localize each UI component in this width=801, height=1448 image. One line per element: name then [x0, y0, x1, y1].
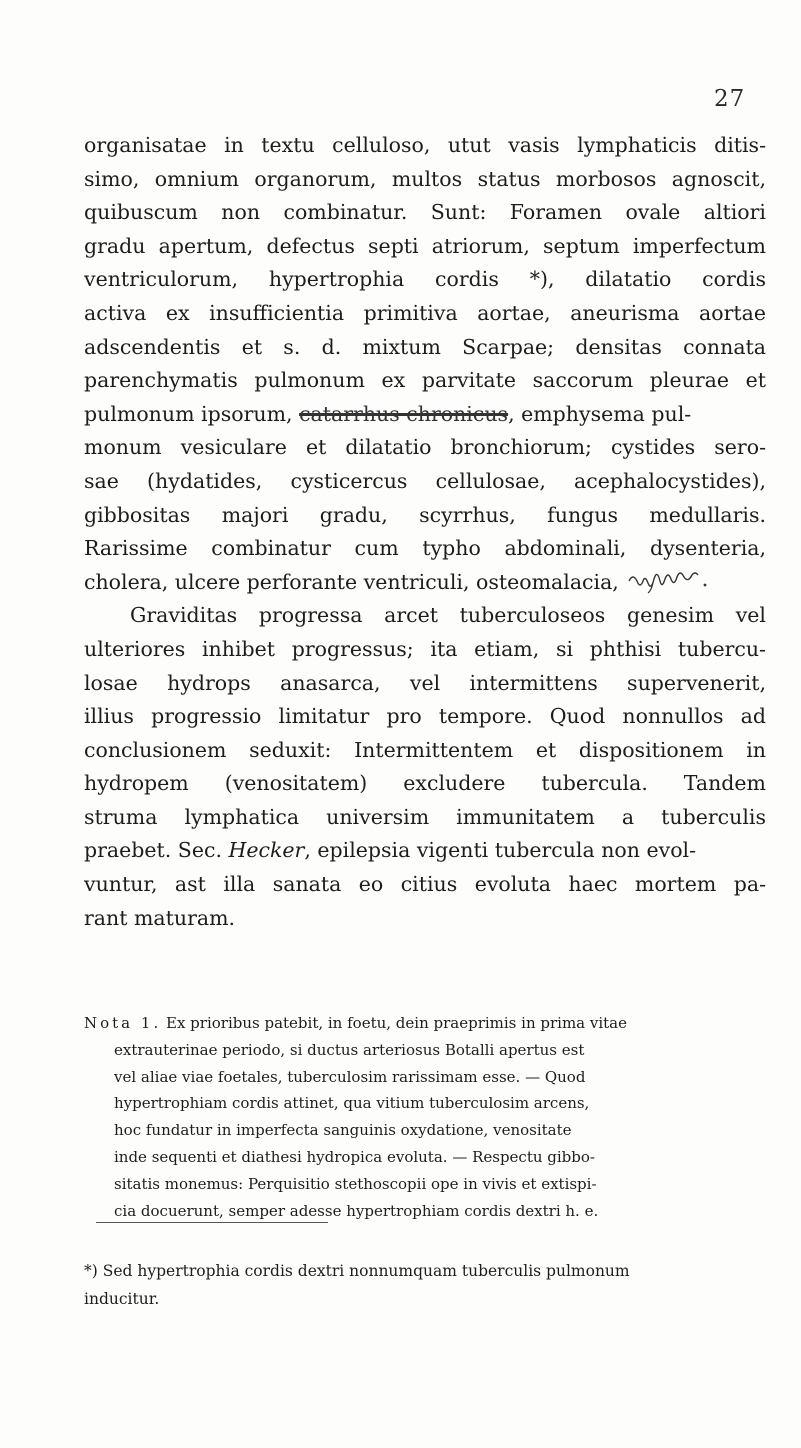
text-line: gradu apertum, defectus septi atriorum, septum imperfectum [84, 233, 766, 258]
nota-line: hypertrophiam cordis attinet, qua vitium tuberculosim arcens, [114, 1094, 590, 1113]
text-line: sae (hydatides, cysticercus cellulosae, acephalocystides), [84, 468, 766, 493]
text-line: activa ex insufficientia primitiva aortae, aneurisma aortae [84, 300, 766, 325]
nota-line: inde sequenti et diathesi hydropica evoluta. — Respectu gibbo- [114, 1147, 595, 1166]
text-line: struma lymphatica universim immunitatem a tuberculis [84, 804, 766, 829]
footnote [84, 1257, 766, 1313]
text-line: monum vesiculare et dilatatio bronchiorum; cystides sero- [84, 435, 766, 460]
text-line: ulteriores inhibet progressus; ita etiam, si phthisi tubercu- [84, 636, 766, 661]
text-line: illius progressio limitatur pro tempore. Quod nonnullos ad [84, 704, 766, 729]
nota-line: sitatis monemus: Perquisitio stethoscopii ope in vivis et extispi- [114, 1174, 597, 1193]
page-number: 27 [714, 86, 746, 112]
nota-line: vel aliae viae foetales, tuberculosim rarissimam esse. — Quod [114, 1067, 586, 1086]
text-line-with-name [84, 834, 766, 868]
line-start: pulmonum ipsorum, [84, 401, 293, 426]
nota-block [84, 1010, 766, 1224]
text-line: conclusionem seduxit: Intermittentem et dispositionem in [84, 737, 766, 762]
nota-line: extrauterinae periodo, si ductus arteriosus Botalli apertus est [114, 1040, 585, 1059]
text-line-with-handwriting [84, 566, 766, 600]
text-line: hydropem (venositatem) excludere tubercula. Tandem [84, 771, 766, 796]
nota-line: cia docuerunt, semper adesse hypertrophiam cordis dextri h. e. [114, 1201, 599, 1220]
footnote-line: inducitur. [84, 1290, 160, 1308]
struck-out-words: catarrhus chronicus [299, 401, 509, 426]
text-line: Graviditas progressa arcet tuberculoseos genesim vel [130, 603, 766, 628]
main-text-block [84, 129, 766, 935]
handwritten-annotation [625, 567, 709, 595]
text-line: simo, omnium organorum, multos status morbosos agnoscit, [84, 166, 766, 191]
text-line-with-strikethrough [84, 398, 766, 432]
nota-line: hoc fundatur in imperfecta sanguinis oxydatione, venositate [114, 1121, 572, 1140]
text-line: parenchymatis pulmonum ex parvitate saccorum pleurae et [84, 368, 766, 393]
line-text: cholera, ulcere perforante ventriculi, osteomalacia, [84, 569, 619, 594]
text-line: gibbositas majori gradu, scyrrhus, fungus medullaris. [84, 502, 766, 527]
line-start: praebet. Sec. [84, 838, 222, 863]
text-line: adscendentis et s. d. mixtum Scarpae; densitas connata [84, 334, 766, 359]
line-end: , epilepsia vigenti tubercula non evol- [304, 838, 697, 863]
line-end: , emphysema pul- [508, 401, 692, 426]
text-line: rant maturam. [84, 905, 236, 930]
nota-text: Ex prioribus patebit, in foetu, dein praeprimis in prima vitae [166, 1014, 628, 1032]
text-line: Rarissime combinatur cum typho abdominali, dysenteria, [84, 536, 766, 561]
footnote-divider [96, 1222, 328, 1223]
text-line: organisatae in textu celluloso, utut vasis lymphaticis ditis- [84, 133, 766, 157]
nota-label: Nota 1. [84, 1014, 162, 1032]
footnote-line: *) Sed hypertrophia cordis dextri nonnumquam tuberculis pulmonum [84, 1262, 630, 1280]
text-line: quibuscum non combinatur. Sunt: Foramen ovale altiori [84, 200, 766, 225]
text-line: ventriculorum, hypertrophia cordis *), dilatatio cordis [84, 267, 766, 292]
text-line: vuntur, ast illa sanata eo citius evoluta haec mortem pa- [84, 872, 766, 897]
nota-first-line [84, 1010, 766, 1037]
text-line: losae hydrops anasarca, vel intermittens supervenerit, [84, 670, 766, 695]
author-name: Hecker [228, 838, 305, 863]
